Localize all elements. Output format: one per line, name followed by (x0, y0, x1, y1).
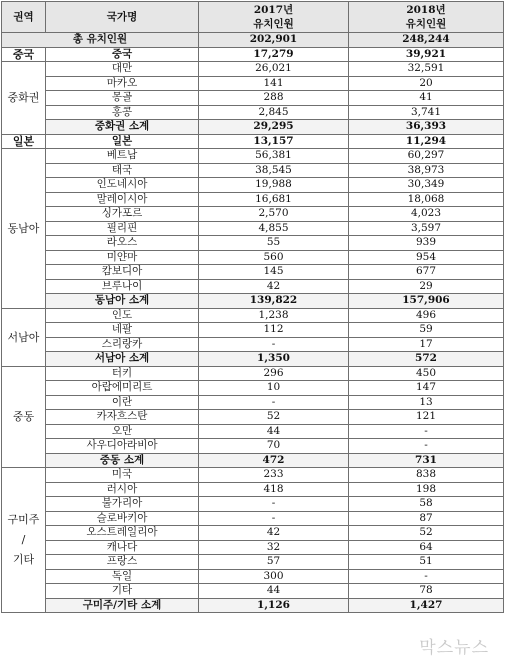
value-2018: 677 (349, 265, 504, 280)
region-westother-line-2: / (21, 533, 26, 546)
table-row (2, 511, 504, 526)
value-2018: 198 (349, 482, 504, 497)
region-japan: 일본 (2, 134, 46, 149)
value-2017: 70 (199, 439, 349, 454)
value-2018: 30,349 (349, 178, 504, 193)
value-2017: 38,545 (199, 163, 349, 178)
country-name: 독일 (46, 569, 199, 584)
value-2018: 838 (349, 468, 504, 483)
value-2018: 121 (349, 410, 504, 425)
table-row (2, 76, 504, 91)
value-2018: 60,297 (349, 149, 504, 164)
value-2018: 41 (349, 91, 504, 106)
country-name: 오스트레일리아 (46, 526, 199, 541)
table-row (2, 366, 504, 381)
value-2017: 418 (199, 482, 349, 497)
header-2018-year: 2018년 (406, 4, 446, 16)
value-2017: 560 (199, 250, 349, 265)
country-name: 프랑스 (46, 555, 199, 570)
value-2017: 44 (199, 424, 349, 439)
table-row (2, 105, 504, 120)
total-2018: 248,244 (349, 33, 504, 48)
table-row (2, 555, 504, 570)
subtotal-2018: 157,906 (349, 294, 504, 309)
subtotal-row (2, 453, 504, 468)
table-row (2, 569, 504, 584)
value-2018: 39,921 (349, 47, 504, 62)
value-2018: 13 (349, 395, 504, 410)
value-2017: 19,988 (199, 178, 349, 193)
value-2018: 58 (349, 497, 504, 512)
country-name: 슬로바키아 (46, 511, 199, 526)
value-2017: 296 (199, 366, 349, 381)
value-2017: 17,279 (199, 47, 349, 62)
subtotal-2018: 1,427 (349, 598, 504, 613)
value-2018: 87 (349, 511, 504, 526)
country-name: 터키 (46, 366, 199, 381)
header-row (2, 2, 504, 33)
region-southeast: 동남아 (2, 149, 46, 309)
table-row (2, 497, 504, 512)
value-2018: - (349, 424, 504, 439)
table-row (2, 526, 504, 541)
value-2017: 26,021 (199, 62, 349, 77)
country-name: 이란 (46, 395, 199, 410)
subtotal-row (2, 120, 504, 135)
value-2018: 17 (349, 337, 504, 352)
value-2017: - (199, 497, 349, 512)
subtotal-2017: 139,822 (199, 294, 349, 309)
china-row (2, 47, 504, 62)
value-2017: 42 (199, 279, 349, 294)
value-2017: 56,381 (199, 149, 349, 164)
value-2018: 4,023 (349, 207, 504, 222)
table-row (2, 279, 504, 294)
value-2018: 52 (349, 526, 504, 541)
subtotal-label: 중화권 소계 (46, 120, 199, 135)
value-2017: 145 (199, 265, 349, 280)
value-2017: 141 (199, 76, 349, 91)
table-row (2, 163, 504, 178)
value-2017: 2,845 (199, 105, 349, 120)
header-country: 국가명 (46, 2, 199, 33)
value-2018: 3,597 (349, 221, 504, 236)
table-row (2, 584, 504, 599)
value-2017: 300 (199, 569, 349, 584)
value-2018: 38,973 (349, 163, 504, 178)
country-name: 홍콩 (46, 105, 199, 120)
value-2017: 4,855 (199, 221, 349, 236)
country-name: 캄보디아 (46, 265, 199, 280)
country-name: 미얀마 (46, 250, 199, 265)
value-2017: 288 (199, 91, 349, 106)
country-name: 일본 (46, 134, 199, 149)
value-2017: 52 (199, 410, 349, 425)
country-name: 인도 (46, 308, 199, 323)
value-2017: 44 (199, 584, 349, 599)
table-row (2, 207, 504, 222)
table-row (2, 62, 504, 77)
subtotal-2018: 36,393 (349, 120, 504, 135)
table-row (2, 265, 504, 280)
subtotal-label: 중동 소계 (46, 453, 199, 468)
region-westother-line-3: 기타 (12, 553, 35, 566)
value-2017: 32 (199, 540, 349, 555)
header-2017 (199, 2, 349, 33)
table-row (2, 323, 504, 338)
value-2017: - (199, 337, 349, 352)
value-2018: 78 (349, 584, 504, 599)
foreign-students-table (1, 1, 504, 613)
value-2018: - (349, 439, 504, 454)
value-2017: 57 (199, 555, 349, 570)
japan-row (2, 134, 504, 149)
table-row (2, 308, 504, 323)
region-china: 중국 (2, 47, 46, 62)
value-2017: 42 (199, 526, 349, 541)
table-row (2, 468, 504, 483)
header-region: 권역 (2, 2, 46, 33)
value-2017: 13,157 (199, 134, 349, 149)
country-name: 마카오 (46, 76, 199, 91)
region-sinosphere: 중화권 (2, 62, 46, 135)
country-name: 대만 (46, 62, 199, 77)
value-2017: - (199, 511, 349, 526)
table-row (2, 91, 504, 106)
table-row (2, 424, 504, 439)
value-2017: 112 (199, 323, 349, 338)
country-name: 미국 (46, 468, 199, 483)
value-2018: 11,294 (349, 134, 504, 149)
watermark-logo: 막스뉴스 (419, 638, 489, 658)
country-name: 몽골 (46, 91, 199, 106)
subtotal-2018: 572 (349, 352, 504, 367)
country-name: 중국 (46, 47, 199, 62)
value-2017: - (199, 395, 349, 410)
table-row (2, 540, 504, 555)
region-westother (2, 468, 46, 613)
region-westother-line-1: 구미주 (7, 513, 40, 526)
country-name: 기타 (46, 584, 199, 599)
value-2018: 147 (349, 381, 504, 396)
region-southwest: 서남아 (2, 308, 46, 366)
table-row (2, 236, 504, 251)
header-2018-sub: 유치인원 (405, 18, 447, 30)
country-name: 말레이시아 (46, 192, 199, 207)
country-name: 브루나이 (46, 279, 199, 294)
value-2017: 1,238 (199, 308, 349, 323)
value-2018: 32,591 (349, 62, 504, 77)
value-2018: 939 (349, 236, 504, 251)
value-2018: 450 (349, 366, 504, 381)
table-row (2, 149, 504, 164)
country-name: 아랍에미리트 (46, 381, 199, 396)
subtotal-row (2, 598, 504, 613)
country-name: 네팔 (46, 323, 199, 338)
subtotal-2017: 472 (199, 453, 349, 468)
value-2018: 59 (349, 323, 504, 338)
total-row (2, 33, 504, 48)
country-name: 불가리아 (46, 497, 199, 512)
value-2018: 496 (349, 308, 504, 323)
table-row (2, 337, 504, 352)
table-row (2, 192, 504, 207)
value-2017: 2,570 (199, 207, 349, 222)
total-label: 총 유치인원 (2, 33, 199, 48)
table-row (2, 439, 504, 454)
subtotal-label: 구미주/기타 소계 (46, 598, 199, 613)
value-2018: 954 (349, 250, 504, 265)
subtotal-2017: 1,126 (199, 598, 349, 613)
country-name: 러시아 (46, 482, 199, 497)
header-2017-sub: 유치인원 (253, 18, 294, 30)
country-name: 캐나다 (46, 540, 199, 555)
header-2017-year: 2017년 (253, 4, 294, 16)
country-name: 카자흐스탄 (46, 410, 199, 425)
value-2018: 29 (349, 279, 504, 294)
country-name: 싱가포르 (46, 207, 199, 222)
value-2017: 16,681 (199, 192, 349, 207)
table-row (2, 221, 504, 236)
value-2018: 64 (349, 540, 504, 555)
table-row (2, 395, 504, 410)
value-2018: - (349, 569, 504, 584)
value-2018: 51 (349, 555, 504, 570)
value-2017: 233 (199, 468, 349, 483)
value-2017: 10 (199, 381, 349, 396)
value-2017: 55 (199, 236, 349, 251)
subtotal-row (2, 352, 504, 367)
header-2018 (349, 2, 504, 33)
table-row (2, 482, 504, 497)
region-middleeast: 중동 (2, 366, 46, 468)
country-name: 라오스 (46, 236, 199, 251)
country-name: 필리핀 (46, 221, 199, 236)
subtotal-label: 동남아 소계 (46, 294, 199, 309)
subtotal-label: 서남아 소계 (46, 352, 199, 367)
country-name: 인도네시아 (46, 178, 199, 193)
country-name: 스리랑카 (46, 337, 199, 352)
country-name: 사우디아라비아 (46, 439, 199, 454)
table-row (2, 250, 504, 265)
table-row (2, 381, 504, 396)
value-2018: 3,741 (349, 105, 504, 120)
subtotal-2018: 731 (349, 453, 504, 468)
subtotal-row (2, 294, 504, 309)
country-name: 태국 (46, 163, 199, 178)
subtotal-2017: 29,295 (199, 120, 349, 135)
subtotal-2017: 1,350 (199, 352, 349, 367)
country-name: 오만 (46, 424, 199, 439)
table-row (2, 178, 504, 193)
value-2018: 18,068 (349, 192, 504, 207)
total-2017: 202,901 (199, 33, 349, 48)
country-name: 베트남 (46, 149, 199, 164)
table-row (2, 410, 504, 425)
value-2018: 20 (349, 76, 504, 91)
